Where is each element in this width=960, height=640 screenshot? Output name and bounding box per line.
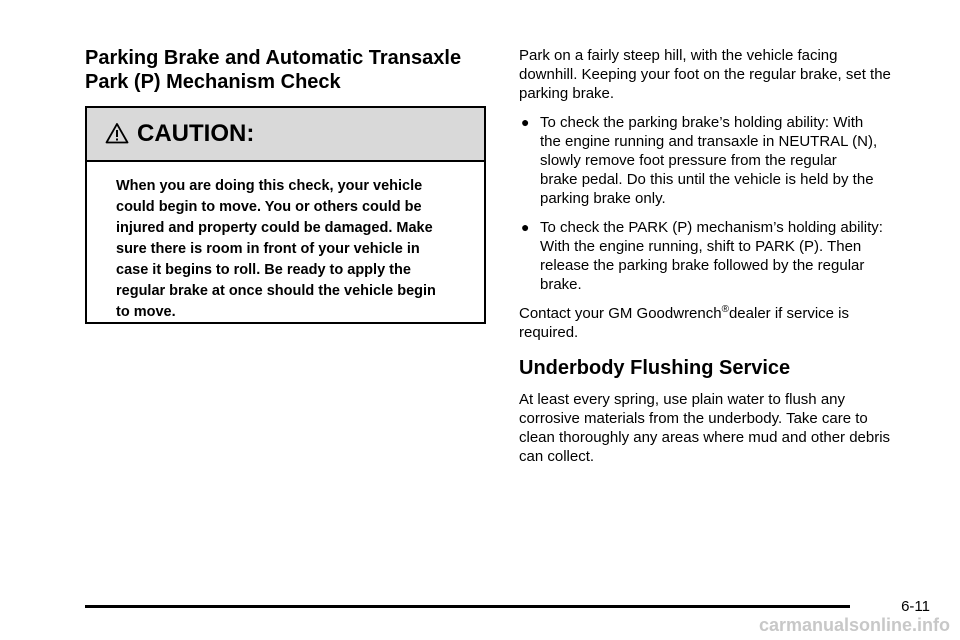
text-line: At least every spring, use plain water to flush any bbox=[519, 391, 846, 408]
text-line: corrosive materials from the underbody. Take care to bbox=[519, 410, 868, 427]
caution-line: regular brake at once should the vehicle begin bbox=[116, 283, 436, 299]
text-line bbox=[519, 304, 929, 323]
section-title bbox=[85, 46, 489, 94]
text-line: can collect. bbox=[519, 448, 595, 465]
bullet-item bbox=[519, 218, 929, 294]
text-line: To check the PARK (P) mechanism’s holding ability: bbox=[540, 219, 883, 236]
text-line: slowly remove foot pressure from the regular bbox=[540, 152, 837, 169]
text-line: With the engine running, shift to PARK (P). Then bbox=[540, 238, 862, 255]
left-column bbox=[85, 46, 489, 94]
bullet-item bbox=[519, 113, 929, 208]
caution-line: case it begins to roll. Be ready to apply the bbox=[116, 262, 411, 278]
text-line: brake pedal. Do this until the vehicle is held by the bbox=[540, 171, 874, 188]
bullet-icon: ● bbox=[521, 114, 530, 130]
text-line: required. bbox=[519, 324, 579, 341]
text-line: release the parking brake followed by the regular bbox=[540, 257, 865, 274]
contact-text: dealer if service is bbox=[728, 305, 850, 322]
caution-text bbox=[87, 162, 484, 323]
section-title-line: Parking Brake and Automatic Transaxle bbox=[85, 47, 462, 69]
caution-label: CAUTION: bbox=[137, 120, 255, 147]
caution-line: could begin to move. You or others could be bbox=[116, 199, 422, 215]
text-line: To check the parking brake’s holding ability: With bbox=[540, 114, 864, 131]
text-line: brake. bbox=[540, 276, 582, 293]
page-number: 6-11 bbox=[901, 598, 930, 615]
caution-line: When you are doing this check, your vehicle bbox=[116, 178, 423, 194]
caution-line: sure there is room in front of your vehicle in bbox=[116, 241, 420, 257]
contact-paragraph bbox=[519, 304, 929, 342]
intro-paragraph bbox=[519, 46, 929, 103]
underbody-heading: Underbody Flushing Service bbox=[519, 357, 791, 379]
watermark: carmanualsonline.info bbox=[758, 615, 950, 635]
flush-paragraph bbox=[519, 390, 929, 466]
text-line: parking brake. bbox=[519, 85, 615, 102]
section-title-line: Park (P) Mechanism Check bbox=[85, 71, 341, 93]
right-column bbox=[519, 46, 929, 476]
text-line: downhill. Keeping your foot on the regular brake, set the bbox=[519, 66, 891, 83]
registered-mark: ® bbox=[721, 304, 729, 315]
text-line: the engine running and transaxle in NEUTRAL (N), bbox=[540, 133, 878, 150]
text-line: parking brake only. bbox=[540, 190, 666, 207]
bullet-icon: ● bbox=[521, 219, 530, 235]
caution-header bbox=[87, 108, 484, 162]
text-line: Park on a fairly steep hill, with the vehicle facing bbox=[519, 47, 838, 64]
caution-box bbox=[85, 106, 486, 324]
footer-rule bbox=[85, 605, 850, 608]
caution-line: injured and property could be damaged. Make bbox=[116, 220, 433, 236]
text-line: clean thoroughly any areas where mud and other debris bbox=[519, 429, 891, 446]
warning-triangle-icon bbox=[105, 122, 129, 146]
contact-text: Contact your GM Goodwrench bbox=[519, 305, 722, 322]
caution-line: to move. bbox=[116, 304, 176, 320]
